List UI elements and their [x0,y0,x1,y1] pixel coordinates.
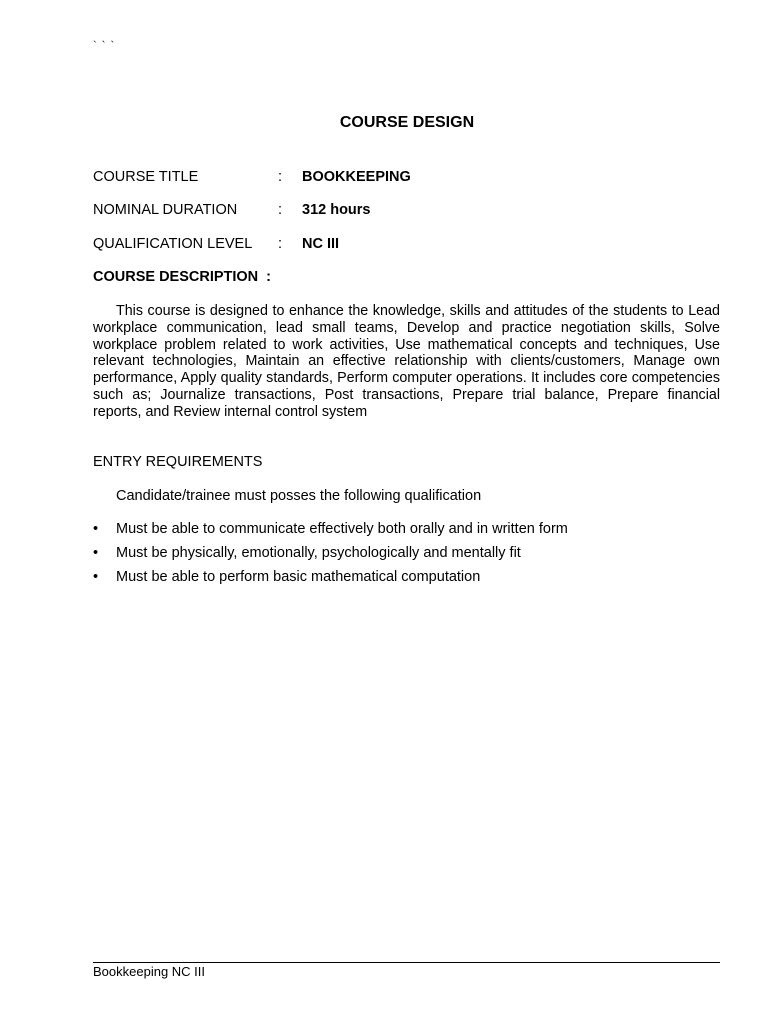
course-title-row [93,169,723,189]
page-title: COURSE DESIGN [339,114,475,131]
qualification-level-label: QUALIFICATION LEVEL [93,236,253,252]
course-title-label: COURSE TITLE [93,169,199,185]
nominal-duration-colon: : [278,202,283,218]
bullet-icon: • [93,521,99,537]
entry-requirements-intro: Candidate/trainee must posses the following qualification [116,488,482,504]
course-description-heading-colon: : [266,269,272,285]
nominal-duration-value: 312 hours [302,202,371,218]
list-item-text: Must be physically, emotionally, psychologically and mentally fit [116,545,521,561]
requirements-list [93,521,723,593]
list-item-text: Must be able to perform basic mathematical computation [116,569,481,585]
header-marks: ` ` ` [93,40,116,52]
course-title-colon: : [278,169,283,185]
list-item [93,521,723,545]
qualification-level-colon: : [278,236,283,252]
course-description-body: This course is designed to enhance the knowledge, skills and attitudes of the students to Lead workplace communication, lead small teams, Develop and practice negotiation skills, Solve workplace problem related to work activities, Use mathematical concepts and techniques, Use relevant technologies, Maintain an effective relationship with clients/customers, Manage own performance, Apply quality standards, Perform computer operations. It includes core competencies such as; Journalize transactions, Post transactions, Prepare trial balance, Prepare financial reports, and Review internal control system [93,303,720,420]
course-title-value: BOOKKEEPING [302,169,411,185]
bullet-icon: • [93,545,99,561]
course-description-heading [93,269,271,285]
qualification-level-value: NC III [302,236,340,252]
nominal-duration-label: NOMINAL DURATION [93,202,238,218]
footer-divider [93,962,720,963]
list-item [93,569,723,593]
entry-requirements-heading: ENTRY REQUIREMENTS [93,454,263,470]
course-description-heading-text: COURSE DESCRIPTION [93,269,259,285]
qualification-level-row [93,236,723,256]
nominal-duration-row [93,202,723,222]
footer-text: Bookkeeping NC III [93,964,206,979]
bullet-icon: • [93,569,99,585]
list-item [93,545,723,569]
list-item-text: Must be able to communicate effectively both orally and in written form [116,521,568,537]
